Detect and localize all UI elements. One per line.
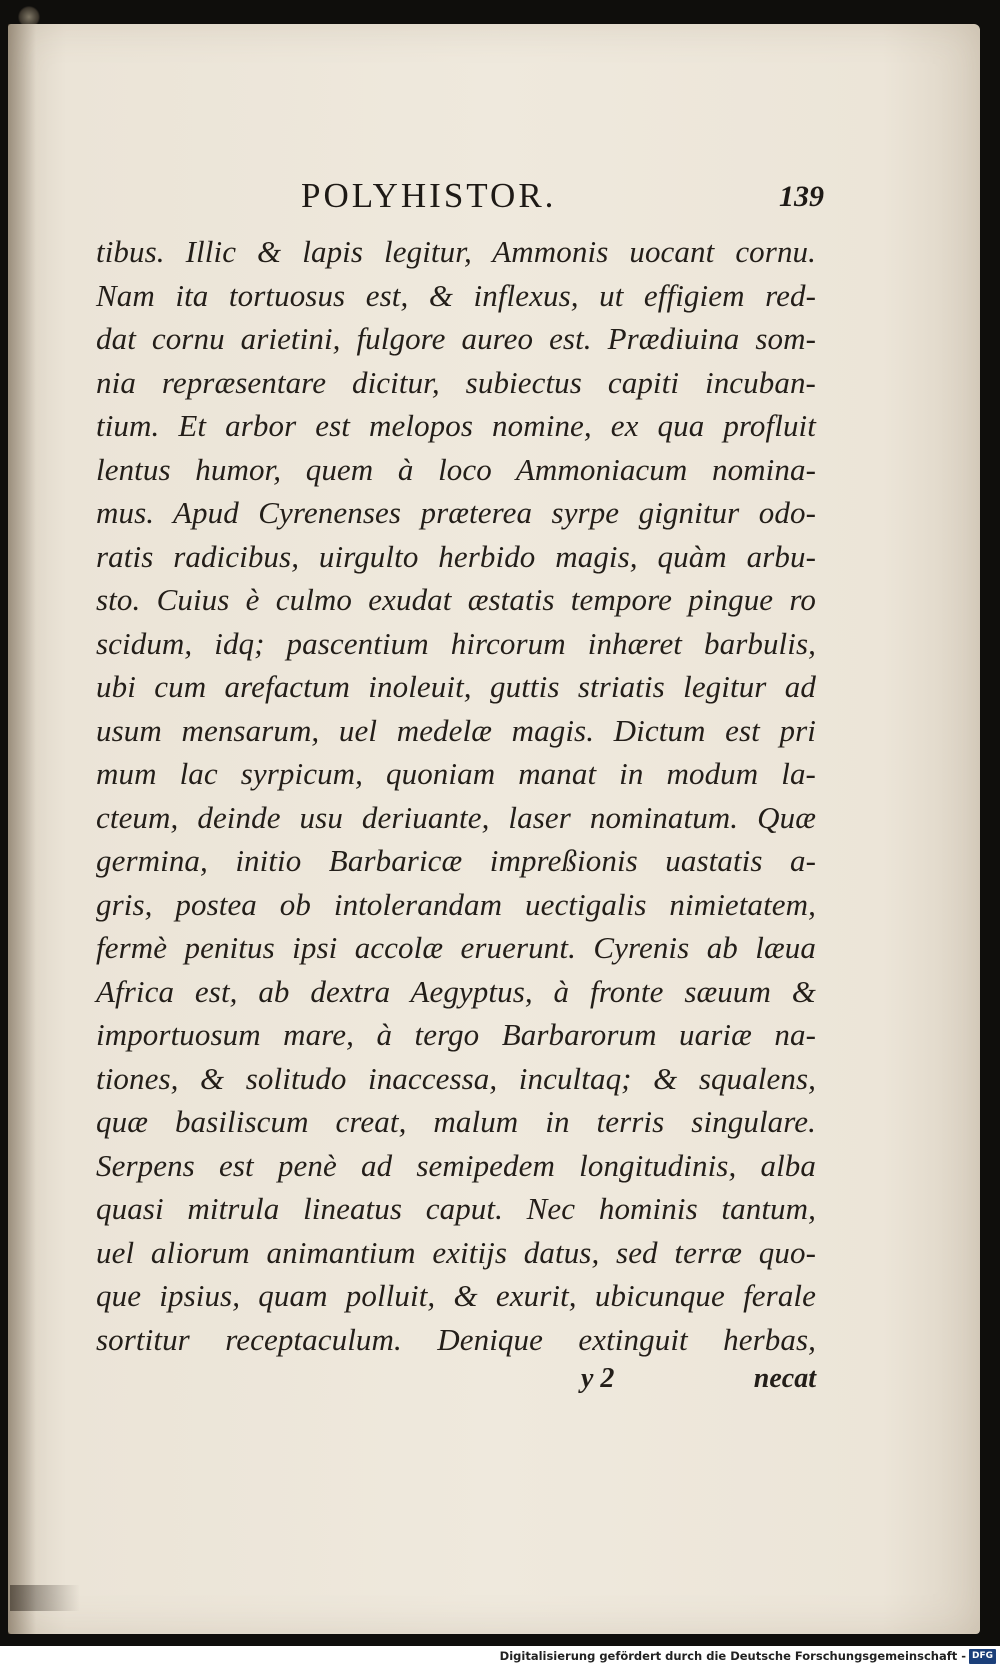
text-line: ratis radicibus, uirgulto herbido magis, quàm arbu- bbox=[96, 538, 816, 574]
running-head bbox=[96, 174, 824, 230]
text-line: Africa est, ab dextra Aegyptus, à fronte sæuum & bbox=[96, 973, 816, 1009]
signature-mark: y 2 bbox=[581, 1363, 615, 1394]
page-number: 139 bbox=[779, 180, 824, 213]
footer-bar bbox=[0, 1646, 1000, 1669]
catch-row bbox=[96, 1363, 816, 1407]
text-line: mus. Apud Cyrenenses præterea syrpe gignitur odo- bbox=[96, 495, 816, 530]
funding-credit: Digitalisierung gefördert durch die Deutsche Forschungsgemeinschaft - bbox=[499, 1649, 966, 1663]
text-line: sto. Cuius è culmo exudat æstatis tempore pingue ro bbox=[96, 582, 816, 617]
text-line: sortitur receptaculum. Denique extinguit herbas, bbox=[96, 1321, 816, 1357]
text-line: quasi mitrula lineatus caput. Nec hominis tantum, bbox=[96, 1191, 816, 1226]
text-line: tiones, & solitudo inaccessa, incultaq; & squalens, bbox=[96, 1060, 816, 1096]
text-line: scidum, idq; pascentium hircorum inhæret barbulis, bbox=[96, 625, 816, 661]
text-line: uel aliorum animantium exitijs datus, sed terræ quo- bbox=[96, 1234, 816, 1270]
text-block bbox=[96, 174, 824, 1407]
text-line: tium. Et arbor est melopos nomine, ex qua profluit bbox=[96, 408, 816, 443]
text-line: germina, initio Barbaricæ impreßionis uastatis a- bbox=[96, 843, 816, 878]
text-line: mum lac syrpicum, quoniam manat in modum la- bbox=[96, 756, 816, 791]
text-line: usum mensarum, uel medelæ magis. Dictum est pri bbox=[96, 712, 816, 748]
text-line: fermè penitus ipsi accolæ eruerunt. Cyrenis ab læua bbox=[96, 930, 816, 965]
gutter-shadow bbox=[8, 24, 36, 1634]
text-line: quæ basiliscum creat, malum in terris singulare. bbox=[96, 1104, 816, 1139]
text-line: Nam ita tortuosus est, & inflexus, ut effigiem red- bbox=[96, 277, 816, 313]
running-title: POLYHISTOR. bbox=[301, 176, 557, 215]
text-line: Serpens est penè ad semipedem longitudinis, alba bbox=[96, 1147, 816, 1183]
body-text bbox=[96, 230, 816, 1361]
dfg-logo: DFG bbox=[969, 1649, 996, 1664]
text-line: lentus humor, quem à loco Ammoniacum nomina- bbox=[96, 451, 816, 487]
text-line: que ipsius, quam polluit, & exurit, ubicunque ferale bbox=[96, 1278, 816, 1313]
text-line: nia repræsentare dicitur, subiectus capiti incuban- bbox=[96, 364, 816, 400]
text-line: gris, postea ob intolerandam uectigalis nimietatem, bbox=[96, 886, 816, 922]
text-line: importuosum mare, à tergo Barbarorum uariæ na- bbox=[96, 1017, 816, 1052]
text-line: ubi cum arefactum inoleuit, guttis striatis legitur ad bbox=[96, 669, 816, 704]
text-line: tibus. Illic & lapis legitur, Ammonis uocant cornu. bbox=[96, 234, 816, 269]
book-page bbox=[8, 24, 980, 1634]
text-line: cteum, deinde usu deriuante, laser nominatum. Quæ bbox=[96, 799, 816, 835]
bottom-edge-smudge bbox=[10, 1585, 80, 1611]
text-line: dat cornu arietini, fulgore aureo est. Prædiuina som- bbox=[96, 321, 816, 356]
catchword: necat bbox=[753, 1363, 816, 1394]
